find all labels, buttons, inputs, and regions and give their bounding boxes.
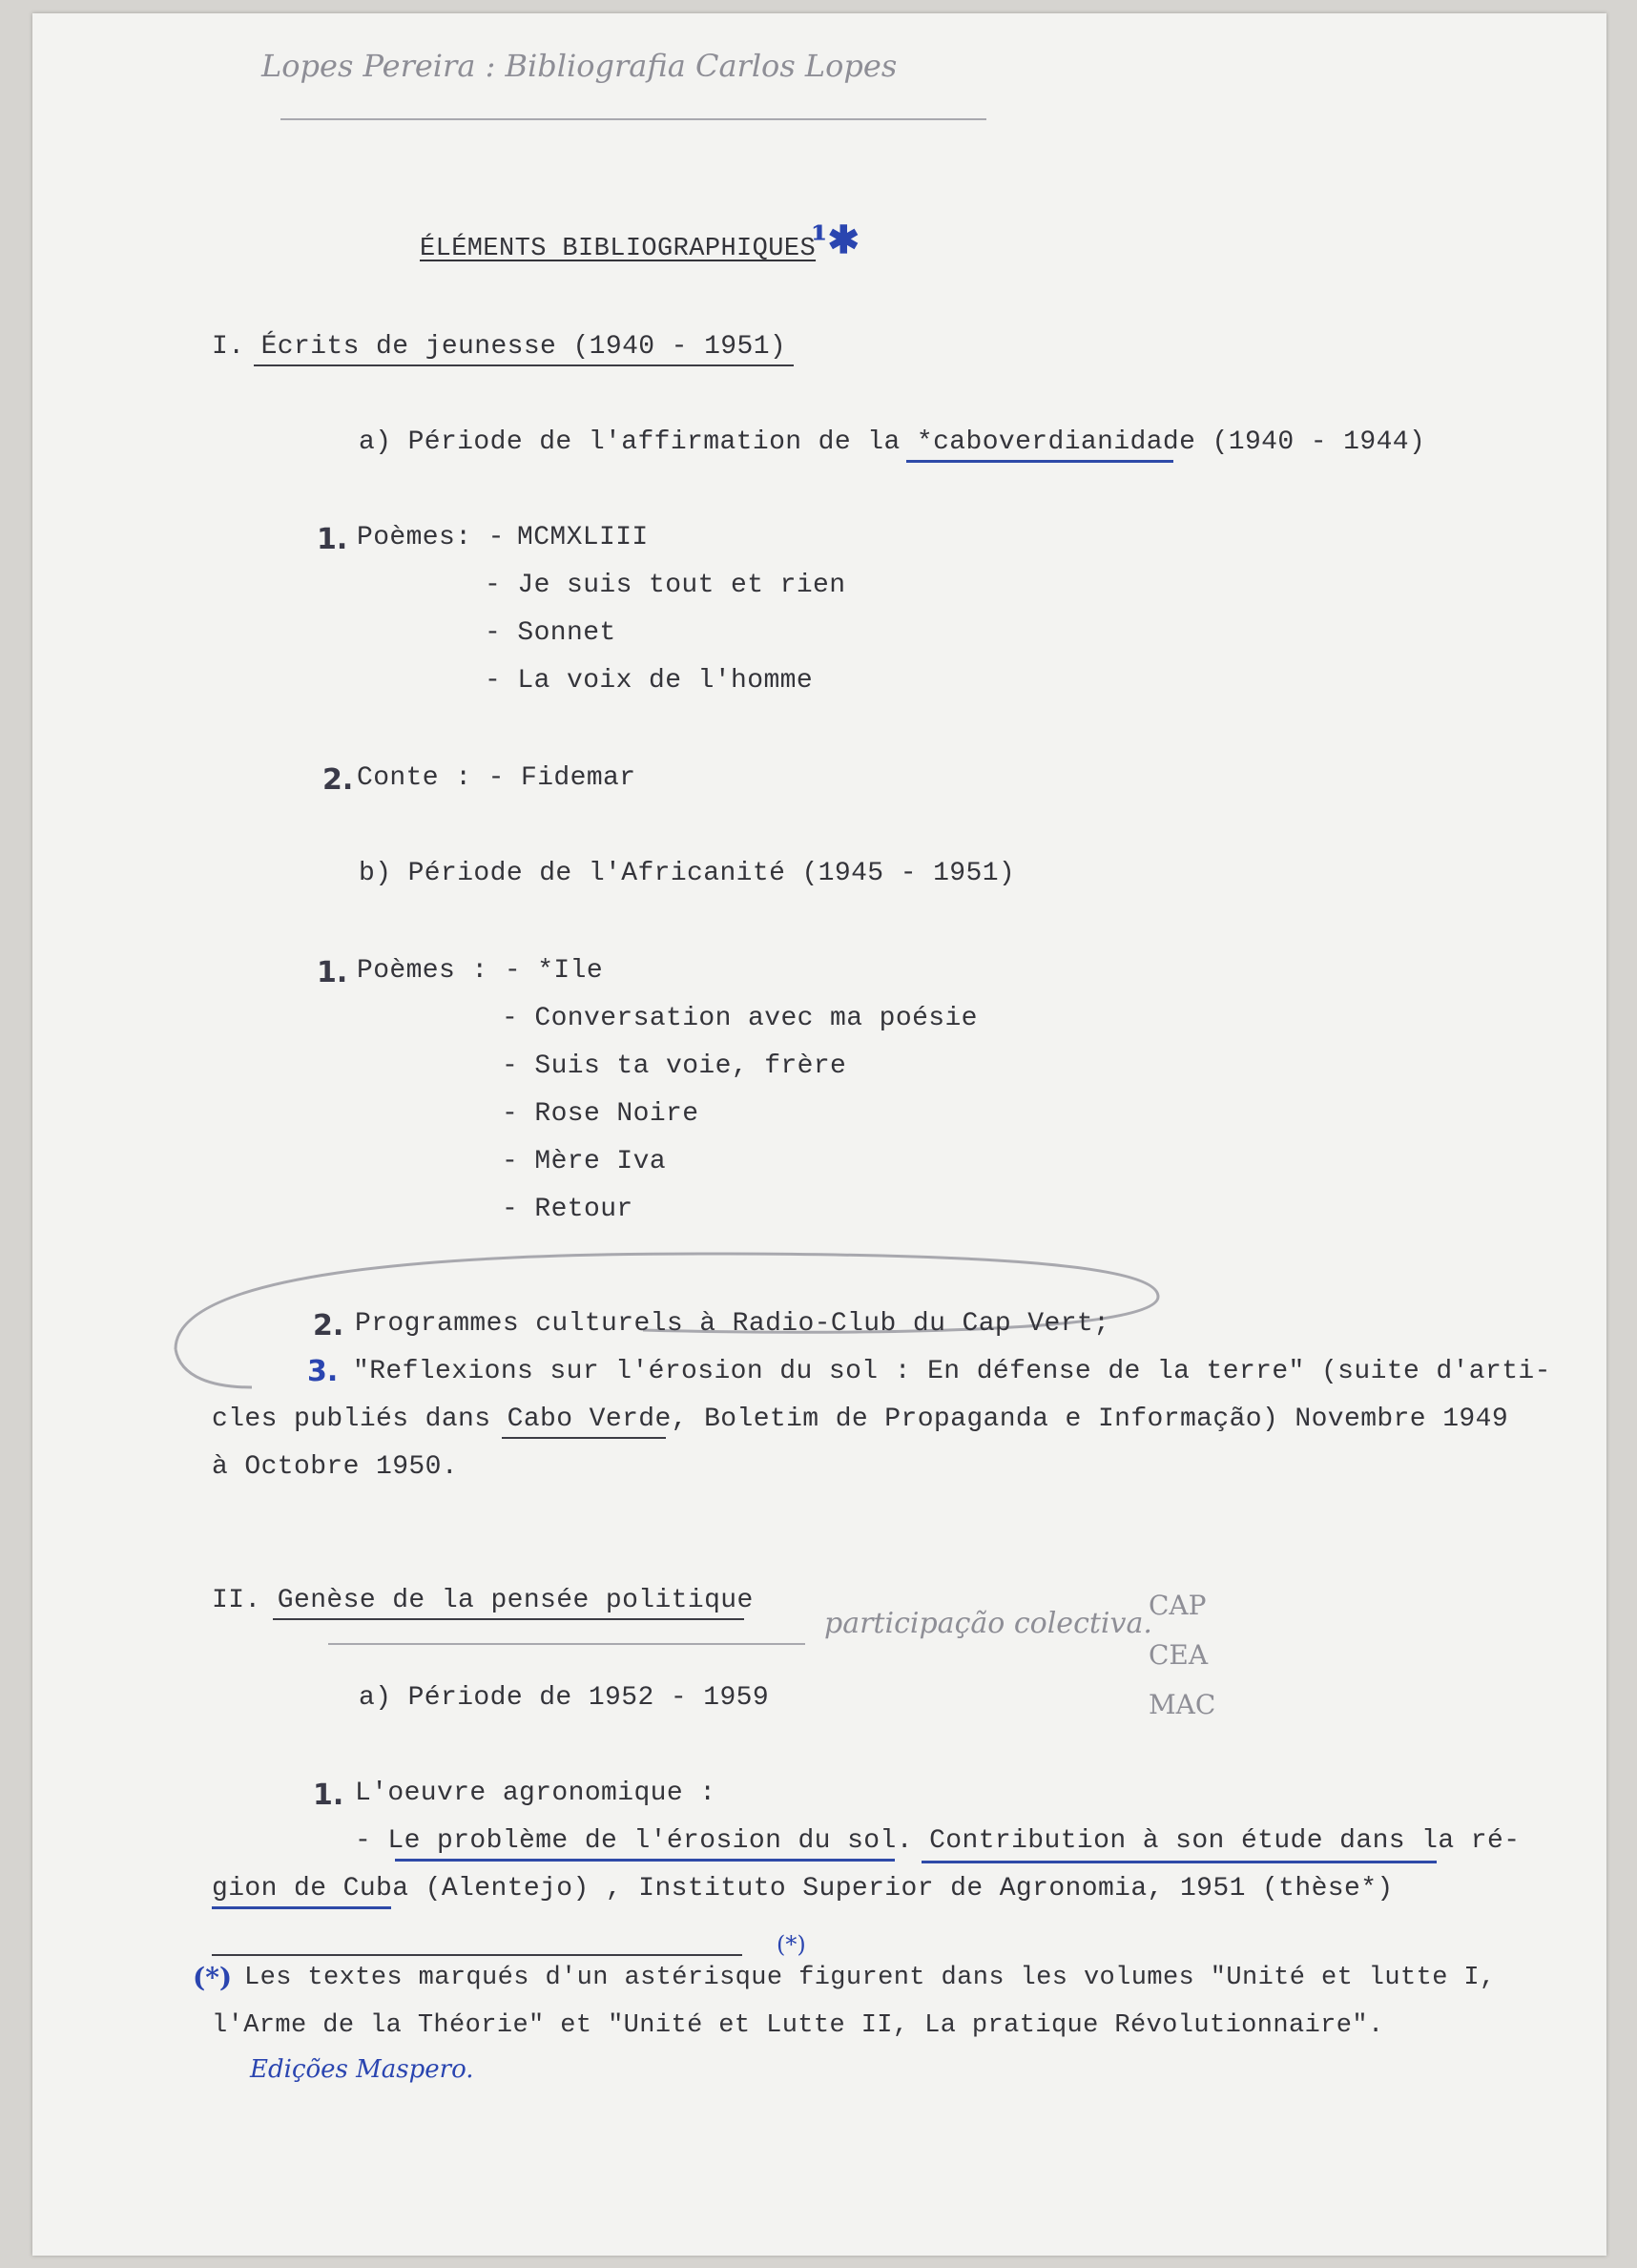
work-line-2: gion de Cuba (Alentejo) , Instituto Superior de Agronomia, 1951 (thèse*) [212, 1874, 1394, 1904]
work-title-underline-c [212, 1906, 391, 1909]
period-a-label: a) Période de l'affirmation de la *caboverdianidade (1940 - 1944) [359, 427, 1426, 457]
item-3-number: 3. [307, 1355, 339, 1388]
poemes-b-number: 1. [317, 956, 348, 989]
footnote-rule [212, 1954, 742, 1956]
work-title-underline-a [395, 1859, 895, 1862]
item-2-text: Programmes culturels à Radio-Club du Cap Vert; [355, 1309, 1110, 1339]
margin-note: participação colectiva. [824, 1607, 1152, 1640]
margin-mac: MAC [1149, 1689, 1216, 1720]
poemes-b-label: Poèmes : - *Ile [357, 956, 604, 986]
poemes-a-label: Poèmes: - [357, 523, 505, 552]
margin-cap: CAP [1149, 1590, 1207, 1621]
cabo-verde-underline [502, 1437, 666, 1439]
work-title-underline-b [922, 1861, 1437, 1863]
poem-rose-noire: - Rose Noire [502, 1099, 699, 1129]
title-ink-mark: ¹✱ [811, 218, 860, 262]
footnote-inserted-marker: (*) [777, 1931, 806, 1958]
header-note: Lopes Pereira : Bibliografia Carlos Lopes [261, 48, 898, 84]
item-3-line-3: à Octobre 1950. [212, 1452, 459, 1482]
section-2-heading: II. Genèse de la pensée politique [212, 1586, 754, 1615]
item-2-number: 2. [313, 1309, 344, 1342]
poem-conversation: - Conversation avec ma poésie [502, 1004, 978, 1033]
poem-sonnet: - Sonnet [485, 618, 616, 648]
poem-retour: - Retour [502, 1195, 633, 1224]
conte-label: Conte : - Fidemar [357, 763, 636, 793]
footnote-handwritten-note: Edições Maspero. [250, 2055, 474, 2084]
section-2-item-1: L'oeuvre agronomique : [355, 1779, 716, 1808]
margin-cea: CEA [1149, 1639, 1209, 1671]
item-3-line-1: "Reflexions sur l'érosion du sol : En défense de la terre" (suite d'arti- [353, 1357, 1551, 1386]
poem-suis-ta-voie: - Suis ta voie, frère [502, 1051, 847, 1081]
footnote-marker: (*) [193, 1962, 233, 1993]
pencil-ellipse [32, 13, 1606, 2256]
section-2-period-a: a) Période de 1952 - 1959 [359, 1683, 770, 1713]
poem-mcmxliii: MCMXLIII [517, 523, 649, 552]
footnote-line-1: Les textes marqués d'un astérisque figurent dans les volumes "Unité et lutte I, [244, 1964, 1496, 1992]
document-page [32, 13, 1606, 2256]
poem-mere-iva: - Mère Iva [502, 1147, 667, 1176]
section-1-heading: I. Écrits de jeunesse (1940 - 1951) [212, 332, 787, 362]
section-2-pencil-rule [328, 1643, 805, 1645]
section-2-item-1-number: 1. [313, 1779, 344, 1812]
work-line-1: - Le problème de l'érosion du sol. Contribution à son étude dans la ré- [355, 1826, 1521, 1856]
footnote-line-2: l'Arme de la Théorie" et "Unité et Lutte II, La pratique Révolutionnaire". [212, 2011, 1384, 2040]
period-b-label: b) Période de l'Africanité (1945 - 1951) [359, 859, 1016, 888]
page-title: ÉLÉMENTS BIBLIOGRAPHIQUES [420, 235, 817, 263]
section-2-underline [273, 1618, 744, 1620]
poem-la-voix: - La voix de l'homme [485, 666, 814, 696]
poemes-a-number: 1. [317, 523, 348, 556]
item-3-line-2: cles publiés dans Cabo Verde, Boletim de Propaganda e Informação) Novembre 1949 [212, 1404, 1509, 1434]
conte-number: 2. [322, 763, 354, 797]
poem-je-suis-tout: - Je suis tout et rien [485, 571, 846, 600]
